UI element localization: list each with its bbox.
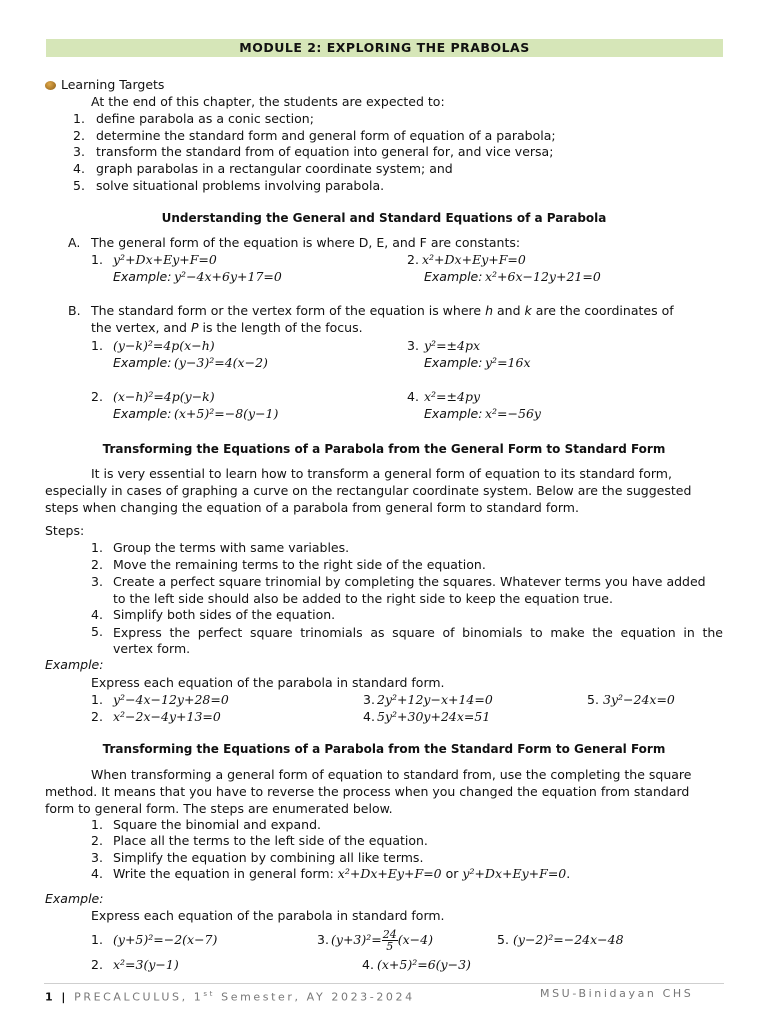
standard-form-num: 1. — [91, 338, 103, 353]
step-num: 1. — [91, 817, 103, 832]
example-eq: 2y²+12y−x+14=0 — [377, 692, 493, 707]
paragraph-line: especially in cases of graphing a curve on the rectangular coordinate system. Below are the suggested — [45, 483, 692, 498]
example-eq: x²=−56y — [485, 406, 541, 421]
example-eq: 3y²−24x=0 — [603, 692, 675, 707]
section2-heading: Transforming the Equations of a Parabola from the General Form to Standard Form — [102, 442, 666, 456]
example-num: 5. — [497, 932, 509, 947]
standard-form-eq: y²=±4px — [424, 338, 481, 353]
eq-pre: (y+3)²= — [331, 932, 382, 947]
general-form-eq: x²+Dx+Ey+F=0 — [422, 252, 526, 267]
footer-separator: | — [61, 990, 68, 1004]
paragraph-line: steps when changing the equation of a parabola from general form to standard form. — [45, 500, 579, 515]
target-item: determine the standard form and general form of equation of a parabola; — [96, 128, 556, 143]
fraction — [382, 929, 398, 952]
step-text: Create a perfect square trinomial by completing the squares. Whatever terms you have added — [113, 574, 706, 589]
section-b-line2-post: is the length of the focus. — [202, 320, 363, 335]
example-num: 3. — [317, 932, 329, 947]
section2-paragraph — [45, 465, 723, 516]
section-b-label: B. — [68, 303, 81, 318]
or-text: or — [445, 866, 459, 881]
example-eq: x²+6x−12y+21=0 — [485, 269, 601, 284]
target-num: 2. — [73, 128, 85, 143]
target-num: 1. — [73, 111, 85, 126]
period: . — [566, 866, 571, 881]
paragraph-line: method. It means that you have to reverse the process when you changed the equation from standard — [45, 784, 690, 799]
step-num: 3. — [91, 574, 103, 589]
section3-paragraph — [45, 766, 723, 817]
step-text: Express the perfect square trinomials as square of binomials to make the equation in the — [113, 625, 723, 640]
fraction-denominator: 5 — [386, 940, 394, 953]
step-num: 3. — [91, 850, 103, 865]
example-label: Example: — [45, 657, 104, 672]
example-eq: (y+5)²=−2(x−7) — [113, 932, 218, 947]
general-eq-y: y²+Dx+Ey+F=0 — [462, 866, 567, 881]
learning-targets-heading: Learning Targets — [61, 77, 165, 92]
step-text: to the left side should also be added to the right side to keep the equation true. — [113, 591, 613, 606]
example-eq: x²−2x−4y+13=0 — [113, 709, 221, 724]
course-name: PRECALCULUS, 1 — [74, 990, 204, 1004]
target-num: 5. — [73, 178, 85, 193]
footer-divider — [44, 983, 724, 984]
standard-form-num: 2. — [91, 389, 103, 404]
general-form-num: 2. — [407, 252, 419, 267]
example-num: 1. — [91, 692, 103, 707]
step-num: 5. — [91, 624, 103, 639]
example-eq: y²−4x+6y+17=0 — [174, 269, 282, 284]
step-text: Move the remaining terms to the right side of the equation. — [113, 557, 486, 572]
focus-p: P — [190, 320, 199, 335]
example-label: Example: — [424, 355, 483, 370]
standard-form-eq: x²=±4py — [424, 389, 481, 404]
example-num: 2. — [91, 709, 103, 724]
step-text: Square the binomial and expand. — [113, 817, 321, 832]
general-form-num: 1. — [91, 252, 103, 267]
standard-form-num: 3. — [407, 338, 419, 353]
paragraph-line: When transforming a general form of equation to standard from, use the completing the square — [91, 767, 692, 782]
general-eq-x: x²+Dx+Ey+F=0 — [337, 866, 442, 881]
example-label: Example: — [424, 269, 483, 284]
section-a-text: The general form of the equation is where D, E, and F are constants: — [91, 235, 521, 250]
example-intro: Express each equation of the parabola in standard form. — [91, 908, 445, 923]
standard-form-num: 4. — [407, 389, 419, 404]
page-number: 1 — [45, 990, 56, 1004]
example-eq: y²=16x — [485, 355, 531, 370]
example-label: Example: — [45, 891, 104, 906]
example-eq-fraction — [331, 925, 433, 955]
section-b-line2-pre: the vertex, and — [91, 320, 187, 335]
paragraph-line: form to general form. The steps are enumerated below. — [45, 801, 393, 816]
vertex-h: h — [485, 303, 493, 318]
step-num: 4. — [91, 607, 103, 622]
paragraph-line: It is very essential to learn how to transform a general form of equation to its standard form, — [91, 466, 672, 481]
bullet-icon — [45, 81, 56, 90]
target-num: 4. — [73, 161, 85, 176]
step-text: Simplify both sides of the equation. — [113, 607, 336, 622]
learning-targets-intro: At the end of this chapter, the students are expected to: — [91, 94, 445, 109]
example-label: Example: — [113, 269, 172, 284]
eq-post: (x−4) — [397, 932, 433, 947]
step-num: 2. — [91, 833, 103, 848]
ordinal-suffix: st — [203, 990, 216, 998]
fraction-numerator: 24 — [382, 928, 397, 941]
step-num: 4. — [91, 866, 103, 881]
example-num: 1. — [91, 932, 103, 947]
example-eq: (y−3)²=4(x−2) — [174, 355, 268, 370]
step-num: 1. — [91, 540, 103, 555]
target-item: transform the standard from of equation into general for, and vice versa; — [96, 144, 554, 159]
section3-heading: Transforming the Equations of a Parabola from the Standard Form to General Form — [102, 742, 666, 756]
example-label: Example: — [424, 406, 483, 421]
section-b-text-line2 — [91, 320, 363, 336]
example-num: 4. — [362, 957, 374, 972]
step-text: vertex form. — [113, 641, 191, 656]
section-b-and: and — [496, 303, 521, 318]
example-label: Example: — [113, 355, 172, 370]
school-name: MSU-Binidayan CHS — [540, 987, 694, 1000]
vertex-k: k — [524, 303, 532, 318]
example-num: 2. — [91, 957, 103, 972]
section-a-label: A. — [68, 235, 81, 250]
target-item: solve situational problems involving parabola. — [96, 178, 385, 193]
general-form-eq: y²+Dx+Ey+F=0 — [113, 252, 217, 267]
step-text-general-form — [113, 866, 570, 882]
step-text: Place all the terms to the left side of the equation. — [113, 833, 428, 848]
example-num: 4. — [363, 709, 375, 724]
section1-heading: Understanding the General and Standard Equations of a Parabola — [161, 211, 607, 225]
section-b-text-pre: The standard form or the vertex form of the equation is where — [91, 303, 482, 318]
target-item: define parabola as a conic section; — [96, 111, 314, 126]
example-eq: (y−2)²=−24x−48 — [513, 932, 624, 947]
section-b-text-mid: are the coordinates of — [535, 303, 674, 318]
standard-form-eq: (y−k)²=4p(x−h) — [113, 338, 215, 353]
example-eq: x²=3(y−1) — [113, 957, 179, 972]
footer-left — [45, 987, 415, 1005]
step-text: Group the terms with same variables. — [113, 540, 350, 555]
module-title: MODULE 2: EXPLORING THE PRABOLAS — [239, 40, 530, 55]
standard-form-eq: (x−h)²=4p(y−k) — [113, 389, 215, 404]
example-num: 5. — [587, 692, 599, 707]
example-intro: Express each equation of the parabola in standard form. — [91, 675, 445, 690]
example-eq: 5y²+30y+24x=51 — [377, 709, 491, 724]
semester-year: Semester, AY 2023-2024 — [221, 990, 415, 1004]
target-num: 3. — [73, 144, 85, 159]
target-item: graph parabolas in a rectangular coordinate system; and — [96, 161, 453, 176]
example-eq: (x+5)²=6(y−3) — [377, 957, 471, 972]
title-bar — [46, 39, 723, 57]
step-num: 2. — [91, 557, 103, 572]
example-label: Example: — [113, 406, 172, 421]
example-eq: y²−4x−12y+28=0 — [113, 692, 229, 707]
example-num: 3. — [363, 692, 375, 707]
section-b-text — [91, 303, 674, 319]
example-eq: (x+5)²=−8(y−1) — [174, 406, 279, 421]
steps-label: Steps: — [45, 523, 85, 538]
step-text: Simplify the equation by combining all like terms. — [113, 850, 424, 865]
step-text: Write the equation in general form: — [113, 866, 334, 881]
